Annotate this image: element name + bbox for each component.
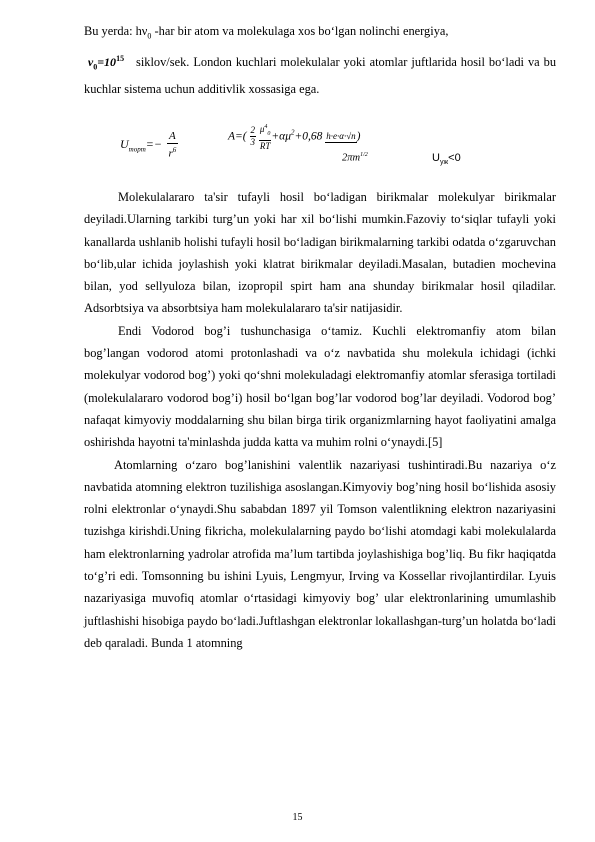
formula-plus-068: +0,68 xyxy=(294,130,323,143)
fraction-numerator: A xyxy=(169,130,176,142)
mu-subscript: 0 xyxy=(267,130,271,137)
fraction-hean-num: h·e·α·√n xyxy=(326,130,356,141)
formula-u-subscript: mopm xyxy=(128,145,146,154)
nu-expression xyxy=(84,53,125,72)
body-text xyxy=(84,186,556,654)
intro-paragraph xyxy=(84,20,556,101)
intro-part-a: Bu yerda: hν xyxy=(84,24,148,38)
fraction-rt: RT xyxy=(259,140,271,151)
formula-fraction-a-r6 xyxy=(167,130,178,161)
fraction-mu4 xyxy=(259,122,272,141)
half-den: 2 xyxy=(364,152,368,158)
intro-text xyxy=(84,20,556,101)
formula-u-yzh xyxy=(432,152,461,166)
formula-u-mopm xyxy=(120,130,178,161)
intro-part-c: siklov/sek. London kuchlari molekulalar yoki atomlar juftlarida hosil bo‘ladi va bu kuchlar sistema uchun additivlik xossasiga ega. xyxy=(84,54,557,97)
u-symbol: U xyxy=(432,152,440,164)
formula-fraction-mu-rt xyxy=(259,122,272,152)
u-subscript: yж xyxy=(439,159,449,167)
h-nu-subscript: 0 xyxy=(147,31,152,41)
mu-exponent: 4 xyxy=(264,124,268,130)
nu-exponent: 15 xyxy=(116,53,125,63)
nu-symbol: ν xyxy=(87,54,94,69)
paragraph-valence-theory: Atomlarning o‘zaro bog’lanishini valentlik nazariyasi tushintiradi.Bu nazariya o‘z navbatida atomning elektron tuzilishiga asoslangan.Kimyoviy bog’ning hosil bo‘lishida asosiy rolni elektronlar o‘ynaydi.Shu sababdan 1897 yil Tomson valentlikning elektron nazariyasini tuzishga kirishdi.Uning fikricha, molekulalarning paydo bo‘lishi atomdagi kabi molekulalarda ham elektronlarning yadrolar atrofida ma’lum tartibda joylashishiga bog’liq. Bu fikr haqiqatda to‘g’ri edi. Tomsonning bu ishini Lyuis, Lengmyur, Irving va Kossellar rivojlantirdilar. Lyuis nazariyasiga muvofiq atomlar o‘rtasidagi kimyoviy bog’ ular elektronlarining umumlashib juftlashishi hisobiga paydo bo‘ladi.Juftlashgan elektronlar lokallashgan-turg’un holatda bo‘ladi deb qaraladi. Bunda 1 atomning xyxy=(84,457,556,650)
fraction-2: 2 xyxy=(250,125,255,136)
formula-u-symbol: U xyxy=(120,137,129,152)
fraction-3: 3 xyxy=(250,137,255,148)
formula-block xyxy=(84,118,556,180)
formula-fraction-2-3 xyxy=(250,125,257,148)
formula-eq-minus: =− xyxy=(145,137,162,152)
mu-symbol: μ xyxy=(259,124,265,134)
formula-close-paren: ) xyxy=(356,130,361,143)
nu-equals: =10 xyxy=(97,54,117,69)
paragraph-molecular-compounds: Molekulalararo ta'sir tufayli hosil bo‘ladigan birikmalar molekulyar birikmalar deyiladi.Ularning tarkibi turg’un yoki har xil bo‘lishi mumkin.Fazoviy to‘siqlar tufayli yoki kanallarda ushlanib holishi tufayli hosil bo‘ladigan birikmalarning tarkibi odatda o‘zgaruvchan bo‘lib,ular ichida joylashish yoki klatrat birikmalar deyiladi.Masalan, butadien mochevina bilan, yod sellyuloza bilan, izopropil spirt ham ana shunday birikmalar hosil qiladilar. Adsorbtsiya va absorbtsiya ham molekulalararo ta'sir natijasidir. xyxy=(84,190,556,316)
less-than-zero: <0 xyxy=(448,152,461,164)
formula-2pim-denominator xyxy=(342,152,368,164)
r-exponent: 6 xyxy=(172,146,177,154)
nu-subscript: 0 xyxy=(93,62,98,72)
fraction-denominator xyxy=(167,144,178,161)
formula-alpha-mu: +αμ xyxy=(271,130,291,143)
page-number: 15 xyxy=(292,812,303,823)
r-symbol: r xyxy=(168,147,173,160)
half-num: 1 xyxy=(360,152,364,158)
formula-fraction-hean xyxy=(325,131,356,143)
exponent-half: 1/2 xyxy=(360,152,368,158)
alpha-mu-exponent: 2 xyxy=(290,128,295,137)
intro-part-b: -har bir atom va molekulaga xos bo‘lgan nolinchi energiya, xyxy=(151,24,449,38)
paragraph-hydrogen-bond: Endi Vodorod bog’i tushunchasiga o‘tamiz. Kuchli elektromanfiy atom bilan bog’langan vodorod atomi protonlashadi va o‘z navbatida shu molekula ichidagi (ichki molekulyar vodorod bog’) yoki qo‘shni molekuladagi elektromanfiy atomlar sferasiga tortiladi (molekulalararo vodorod bog’i) hosil bo‘lgan bog’lar vodorod bog’lar deyiladi. Vodorod bog’ nafaqat kimyoviy moddalarning shu bilan birga tirik organizmlarning hayot faoliyatini amalga oshirishda hayotni ta'minlashda judda katta va muhim rolni o‘ynaydi.[5] xyxy=(84,323,556,450)
formula-a-lhs: A=( xyxy=(228,130,247,143)
two-pi-m: 2πm xyxy=(342,152,361,164)
